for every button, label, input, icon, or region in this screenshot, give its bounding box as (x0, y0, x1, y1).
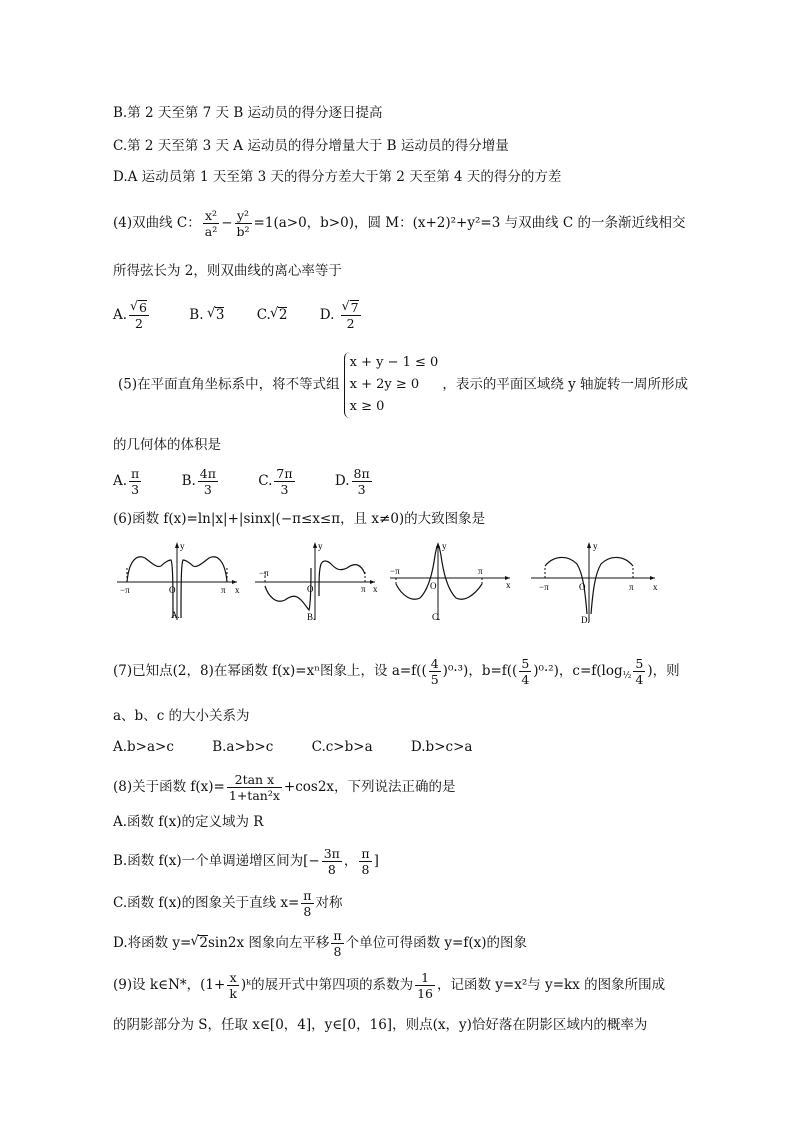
graph-b-origin: O (307, 584, 314, 594)
q5-stem-line2: 的几何体的体积是 (113, 437, 221, 453)
q4-frac-x: $\frac{\text{x²}}{\text{a²}}$ (204, 208, 218, 239)
graph-c-label: C. (432, 612, 441, 622)
q5-inequality-system: x + y − 1 ≤ 0 x + 2y ≥ 0 x ≥ 0 (344, 352, 439, 418)
q6-graph-d (527, 540, 662, 625)
q4-frac-y: $\frac{\text{y²}}{\text{b²}}$ (236, 208, 250, 239)
q5-option-a: A. $\frac{\pi}{3}$ (113, 466, 140, 497)
graph-b-pi: π (361, 584, 366, 594)
q5-stem: (5)在平面直角坐标系中，将不等式组 x + y − 1 ≤ 0 x + 2y ≥ 0 x ≥ 0 ，表示的平面区域绕 y 轴旋转一周所形成 (118, 352, 688, 418)
q6-graph-a (113, 540, 243, 622)
q7-option-d: D.b>c>a (410, 739, 473, 755)
graph-d-label: D. (581, 615, 590, 625)
graph-a-x: x (235, 585, 240, 595)
q7-option-c: C.c>b>a (311, 739, 373, 755)
graph-a-y: y (180, 541, 185, 551)
q4-stem: (4)双曲线 C： $\frac{\text{x²}}{\text{a²}}$ − $\frac{\text{y²}}{\text{b²}}$ =1(a>0，b>0)，圆 M：(x+2)²+y²=3 与双曲线 C 的一条渐近线相交 (113, 208, 686, 239)
graph-d-x: x (653, 582, 658, 592)
q4-option-c: C.√ 2 (257, 306, 288, 324)
q4-option-d: D. √ $\frac{7}{2}$ (320, 300, 363, 331)
graph-d-y: y (593, 541, 598, 551)
q5-options (113, 466, 408, 497)
q3-option-b: B.第 2 天至第 7 天 B 运动员的得分逐日提高 (113, 105, 383, 121)
q4-stem-line2: 所得弦长为 2，则双曲线的离心率等于 (113, 263, 342, 279)
graph-c-x: x (506, 580, 511, 590)
q8-option-b: B.函数 f(x)一个单调递增区间为[− $\frac{3\pi}{8}$ ， $\frac{\pi}{8}$ ] (113, 846, 379, 877)
graph-c-origin: O (430, 581, 437, 591)
q9-stem-line2: 的阴影部分为 S，任取 x∈[0，4]，y∈[0，16]，则点(x，y)恰好落在阴影区域内的概率为 (113, 1017, 648, 1033)
q5-option-b: B. $\frac{4\pi}{3}$ (181, 466, 216, 497)
q8-option-a: A.函数 f(x)的定义域为 R (113, 814, 264, 830)
q4-option-b: B. √ 3 (189, 306, 224, 324)
graph-a-label: A. (171, 610, 180, 620)
graph-d-negpi: −π (539, 582, 549, 592)
q5-option-c: C. $\frac{7\pi}{3}$ (258, 466, 293, 497)
graph-b-x: x (373, 584, 378, 594)
q6-graph-b (251, 540, 381, 622)
q4-options (113, 300, 397, 331)
q8-option-c: C.函数 f(x)的图象关于直线 x= $\frac{\pi}{8}$ 对称 (113, 888, 343, 919)
q5-option-d: D. $\frac{8\pi}{3}$ (334, 466, 370, 497)
graph-d-origin: O (579, 582, 586, 592)
q9-stem: (9)设 k∈N*，(1+ $\frac{x}{k}$ )ᵏ的展开式中第四项的系数为 $\frac{1}{16}$ ，记函数 y=x²与 y=kx 的图象所围成 (113, 970, 666, 1001)
graph-b-y: y (318, 541, 323, 551)
q4-option-a: A. √ $\frac{6}{2}$ (113, 300, 151, 331)
graph-b-label: B. (307, 612, 316, 622)
graph-a-origin: O (169, 585, 176, 595)
q7-options (113, 738, 506, 756)
q3-option-c: C.第 2 天至第 3 天 A 运动员的得分增量大于 B 运动员的得分增量 (113, 138, 509, 154)
graph-d-pi: π (629, 582, 634, 592)
q6-graph-c (386, 540, 516, 622)
q6-stem: (6)函数 f(x)=ln|x|+|sinx|(−π≤x≤π，且 x≠0)的大致图象是 (113, 511, 486, 527)
q7-stem: (7)已知点(2，8)在幂函数 f(x)=xⁿ图象上，设 a=f(( $\frac{4}{5}$ )⁰·³)，b=f(( $\frac{5}{4}$ )⁰·²)，$c=f(\log_{\frac{1}{2}}$ $\frac{5}{4}$ )，则 (113, 656, 680, 687)
graph-c-negpi: −π (390, 566, 400, 576)
q7-stem-line2: a、b、c 的大小关系为 (113, 708, 250, 724)
q7-option-a: A.b>a>c (113, 739, 174, 755)
graph-b-negpi: −π (259, 568, 269, 578)
q8-option-d: D.将函数 y=√ 2sin2x 图象向左平移 $\frac{\pi}{8}$ 个单位可得函数 y=f(x)的图象 (113, 928, 527, 959)
q8-stem: (8)关于函数 f(x)= $\frac{\text{2tan x}}{\text{1+tan²x}}$ +cos2x，下列说法正确的是 (113, 772, 456, 803)
graph-c-y: y (442, 541, 447, 551)
graph-c-pi: π (478, 566, 483, 576)
graph-a-negpi: −π (120, 585, 130, 595)
q3-option-d: D.A 运动员第 1 天至第 3 天的得分方差大于第 2 天至第 4 天的得分的方差 (113, 169, 562, 185)
q7-option-b: B.a>b>c (212, 739, 274, 755)
graph-a-pi: π (221, 585, 226, 595)
